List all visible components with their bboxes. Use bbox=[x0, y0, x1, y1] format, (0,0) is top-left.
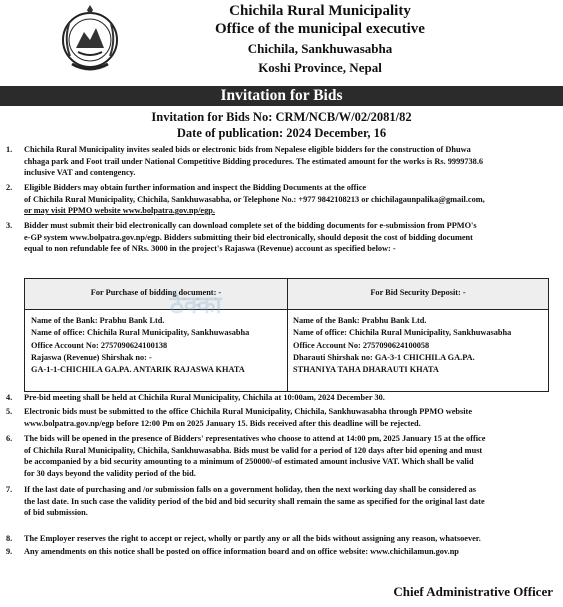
item-line: inclusive VAT and contengency. bbox=[24, 168, 136, 178]
item-line: chhaga park and Foot trail under National Competitive Bidding procedures. The estimated amount for the works is Rs. 9999738.6 bbox=[24, 156, 484, 166]
item-line: The bids will be opened in the presence of Bidders' representatives who choose to attend at 14:00 pm, 2025 January 15 at the office bbox=[24, 434, 486, 443]
province-name: Koshi Province, Nepal bbox=[258, 60, 382, 75]
notice-banner: Invitation for Bids bbox=[0, 86, 563, 106]
nepal-government-emblem-icon bbox=[60, 4, 120, 74]
item-number: 4. bbox=[6, 393, 13, 402]
item-number: 5. bbox=[6, 407, 13, 416]
notice-header bbox=[0, 0, 563, 88]
watermark: ठेक्का bbox=[170, 291, 222, 319]
item-line: of Chichila Rural Municipality, Chichila, Sankhuwasabha, or Telephone No.: +977 9842108213 or chichilagaunpalika@gmail.com, bbox=[24, 194, 485, 204]
item-number: 9. bbox=[6, 547, 13, 556]
item-line: e-GP system www.bolpatra.gov.np/egp. Bidders submitting their bid electronically, should deposit the cost of bidding document bbox=[24, 232, 473, 242]
item-number: 2. bbox=[6, 183, 13, 192]
item-line: www.bolpatra.gov.np/egp before 12:00 Pm on 2025 January 15. Bids received after this deadline will be rejected. bbox=[24, 418, 421, 428]
table-cell-purchase bbox=[31, 315, 283, 376]
item-line: be accompanied by a bid security amounting to a minimum of 250000/-of estimated amount inclusive VAT. Which shall be valid bbox=[24, 457, 474, 467]
office-location: Chichila, Sankhuwasabha bbox=[247, 41, 393, 56]
item-line-link[interactable]: or may visit PPMO website www.bolpatra.gov.np/egp. bbox=[24, 206, 215, 216]
table-cell-security bbox=[293, 315, 545, 376]
bank-detail-line: Name of the Bank: Prabhu Bank Ltd. bbox=[31, 316, 165, 325]
item-number: 1. bbox=[6, 145, 13, 154]
bank-detail-line: Name of office: Chichila Rural Municipality, Sankhuwasabha bbox=[293, 328, 512, 338]
bank-detail-line: Name of office: Chichila Rural Municipality, Sankhuwasabha bbox=[31, 328, 250, 338]
item-number: 3. bbox=[6, 221, 13, 230]
item-line: Pre-bid meeting shall be held at Chichila Rural Municipality, Chichila at 10:00am, 2024 December 30. bbox=[24, 393, 385, 402]
item-line: Eligible Bidders may obtain further information and inspect the Bidding Documents at the office bbox=[24, 183, 367, 192]
item-line: If the last date of purchasing and /or submission falls on a government holiday, then the next working day shall be considered as bbox=[24, 485, 477, 494]
item-line: Electronic bids must be submitted to the office Chichila Rural Municipality, Chichila, Sankhuwasabha through PPMO website bbox=[24, 407, 472, 416]
item-line: Chichila Rural Municipality invites sealed bids or electronic bids from Nepalese eligible bidders for the construction of Dhuwa bbox=[24, 145, 471, 154]
table-header-purchase: For Purchase of bidding document: - bbox=[90, 288, 222, 297]
bank-detail-line: Name of the Bank: Prabhu Bank Ltd. bbox=[293, 316, 427, 325]
publication-date: Date of publication: 2024 December, 16 bbox=[176, 126, 387, 140]
item-line: Bidder must submit their bid electronically can download complete set of the bidding documents for e-submission from PPMO's bbox=[24, 221, 477, 230]
municipality-name: Chichila Rural Municipality bbox=[229, 3, 411, 19]
bank-detail-line: Dharauti Shirshak no: GA-3-1 CHICHILA GA.PA. bbox=[293, 352, 475, 362]
office-name: Office of the municipal executive bbox=[215, 21, 425, 37]
item-number: 6. bbox=[6, 434, 13, 443]
invitation-number: Invitation for Bids No: CRM/NCB/W/02/2081/82 bbox=[151, 110, 412, 124]
table-divider bbox=[287, 279, 288, 391]
bank-detail-line: Office Account No: 2757090624100138 bbox=[31, 340, 168, 350]
bank-detail-line: Office Account No: 2757090624100058 bbox=[293, 340, 430, 350]
bank-detail-line: Rajaswa (Revenue) Shirshak no: - bbox=[31, 352, 152, 362]
bank-detail-line: STHANIYA TAHA DHARAUTI KHATA bbox=[293, 365, 439, 375]
payment-details-table bbox=[24, 278, 549, 392]
item-line: equal to non refundable fee of NRs. 3000 in the project's Rajaswa (Revenue) account as specified below: - bbox=[24, 244, 396, 254]
item-number: 7. bbox=[6, 485, 13, 494]
signature-title: Chief Administrative Officer bbox=[393, 584, 553, 599]
item-number: 8. bbox=[6, 534, 13, 543]
item-line: the last date. In such case the validity period of the bid and bid security shall remain the same as specified for the original last date bbox=[24, 496, 485, 506]
item-line: The Employer reserves the right to accept or reject, wholly or partly any or all the bids without assigning any reason, whatsoever. bbox=[24, 534, 481, 543]
item-line: for 30 days beyond the validity period of the bid. bbox=[24, 468, 196, 478]
table-header-security: For Bid Security Deposit: - bbox=[370, 288, 466, 297]
bank-detail-line: GA-1-1-CHICHILA GA.PA. ANTARIK RAJASWA KHATA bbox=[31, 365, 245, 375]
item-line: Any amendments on this notice shall be posted on office information board and on office website: www.chichilamun.gov.np bbox=[24, 547, 459, 556]
item-line: of Chichila Rural Municipality, Chichila, Sankhuwasabha. Bids must be valid for a period of 120 days after bid opening and must bbox=[24, 445, 483, 455]
item-line: of bid submission. bbox=[24, 508, 88, 518]
